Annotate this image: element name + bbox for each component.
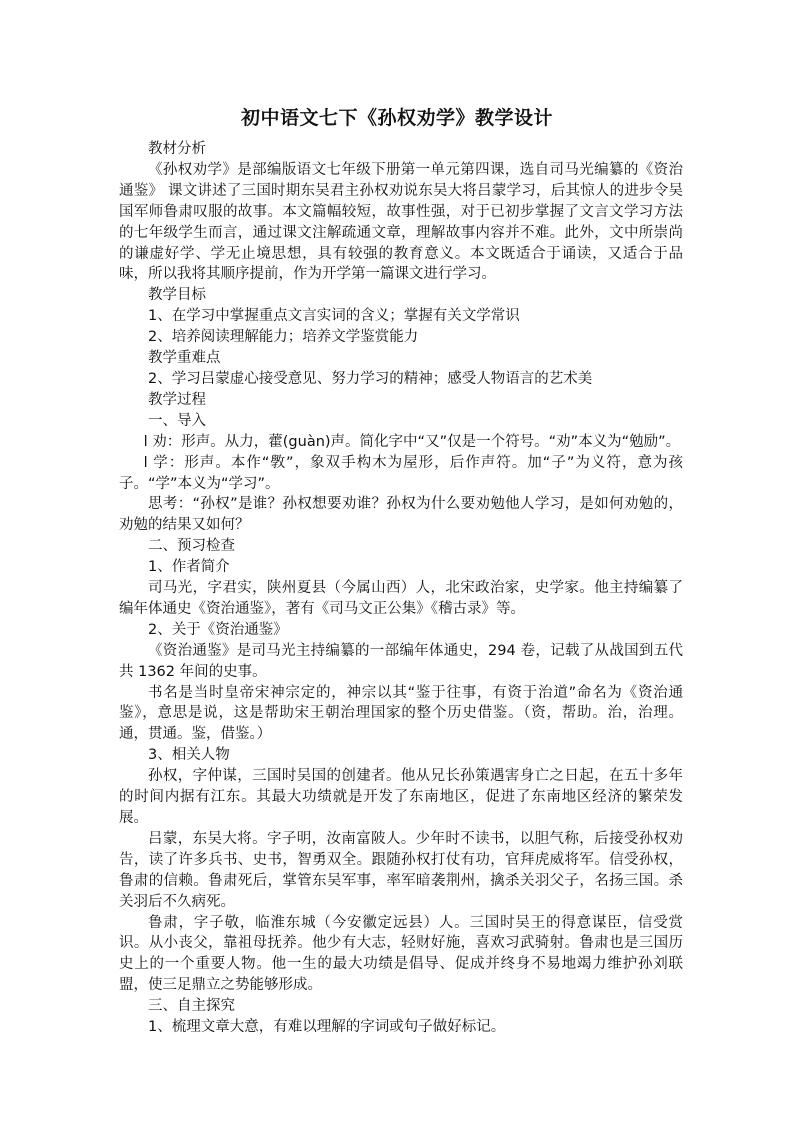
body-paragraph: 《资治通鉴》是司马光主持编纂的一部编年体通史，294 卷，记载了从战国到五代共 1362 年间的史事。 — [119, 642, 683, 680]
body-paragraph: 思考：“孙权”是谁？孙权想要劝谁？孙权为什么要劝勉他人学习，是如何劝勉的，劝勉的结果又如何？ — [119, 496, 683, 534]
section-heading: 教学目标 — [148, 287, 206, 304]
page-title: 初中语文七下《孙权劝学》教学设计 — [240, 107, 553, 129]
section-heading: 教学过程 — [148, 391, 206, 408]
body-paragraph: 书名是当时皇帝宋神宗定的，神宗以其“鉴于往事，有资于治道”命名为《资治通鉴》，意思是说，这是帮助宋王朝治理国家的整个历史借鉴。（资，帮助。治，治理。通，贯通。鉴，借鉴。） — [119, 684, 683, 743]
section-heading: 一、导入 — [148, 412, 206, 429]
body-paragraph: 鲁肃，字子敬，临淮东城（今安徽定远县）人。三国时吴王的得意谋臣，信受赏识。从小丧父，靠祖母抚养。他少有大志，轻财好施，喜欢习武骑射。鲁肃也是三国历史上的一个重要人物。他一生的最大功绩是倡导、促成并终身不易地竭力维护孙刘联盟，使三足鼎立之势能够形成。 — [119, 914, 683, 994]
section-heading: 教学重难点 — [148, 350, 221, 367]
body-paragraph: 吕蒙，东吴大将。字子明，汝南富陂人。少年时不读书，以胆气称，后接受孙权劝告，读了许多兵书、史书，智勇双全。跟随孙权打仗有功，官拜虎威将军。信受孙权，鲁肃的信赖。鲁肃死后，掌管东吴军事，率军暗袭荆州，擒杀关羽父子，名扬三国。杀关羽后不久病死。 — [119, 830, 683, 910]
subsection-heading: 2、关于《资治通鉴》 — [148, 621, 288, 638]
list-item: 2、培养阅读理解能力；培养文学鉴赏能力 — [148, 329, 419, 346]
list-item: 1、在学习中掌握重点文言实词的含义；掌握有关文学常识 — [148, 308, 520, 325]
body-paragraph: 司马光，字君实，陕州夏县（今属山西）人，北宋政治家，史学家。他主持编纂了编年体通史《资治通鉴》，著有《司马文正公集》《稽古录》等。 — [119, 580, 683, 617]
section-heading: 教材分析 — [148, 141, 206, 157]
bullet-paragraph: l 劝：形声。从力，藿(guàn)声。简化字中“又”仅是一个符号。“劝”本义为“勉励”。 — [143, 433, 681, 450]
list-item: 1、梳理文章大意，有难以理解的字词或句子做好标记。 — [148, 1019, 506, 1036]
document-body — [119, 139, 683, 1038]
subsection-heading: 3、相关人物 — [148, 747, 230, 764]
subsection-heading: 1、作者简介 — [148, 559, 230, 576]
body-paragraph: 《孙权劝学》是部编版语文七年级下册第一单元第四课，选自司马光编纂的《资治通鉴》 课文讲述了三国时期东吴君主孙权劝说东吴大将吕蒙学习，后其惊人的进步令吴国军师鲁肃叹服的故事。本文篇幅较短，故事性强，对于已初步掌握了文言文学习方法的七年级学生而言，通过课文注解疏通文章，理解故事内容并不难。此外，文中所崇尚的谦虚好学、学无止境思想，具有较强的教育意义。本文既适合于诵读，又适合于品味，所以我将其顺序提前，作为开学第一篇课文进行学习。 — [119, 161, 683, 283]
section-heading: 三、自主探究 — [148, 998, 235, 1015]
bullet-paragraph: l 学：形声。本作“斆”，象双手构木为屋形，后作声符。加“子”为义符，意为孩子。“学”本义为“学习”。 — [119, 454, 683, 492]
list-item: 2、学习吕蒙虚心接受意见、努力学习的精神；感受人物语言的艺术美 — [148, 370, 593, 387]
body-paragraph: 孙权，字仲谋，三国时吴国的创建者。他从兄长孙策遇害身亡之日起，在五十多年的时间内据有江东。其最大功绩就是开发了东南地区，促进了东南地区经济的繁荣发展。 — [119, 768, 683, 826]
section-heading: 二、预习检查 — [148, 538, 235, 555]
